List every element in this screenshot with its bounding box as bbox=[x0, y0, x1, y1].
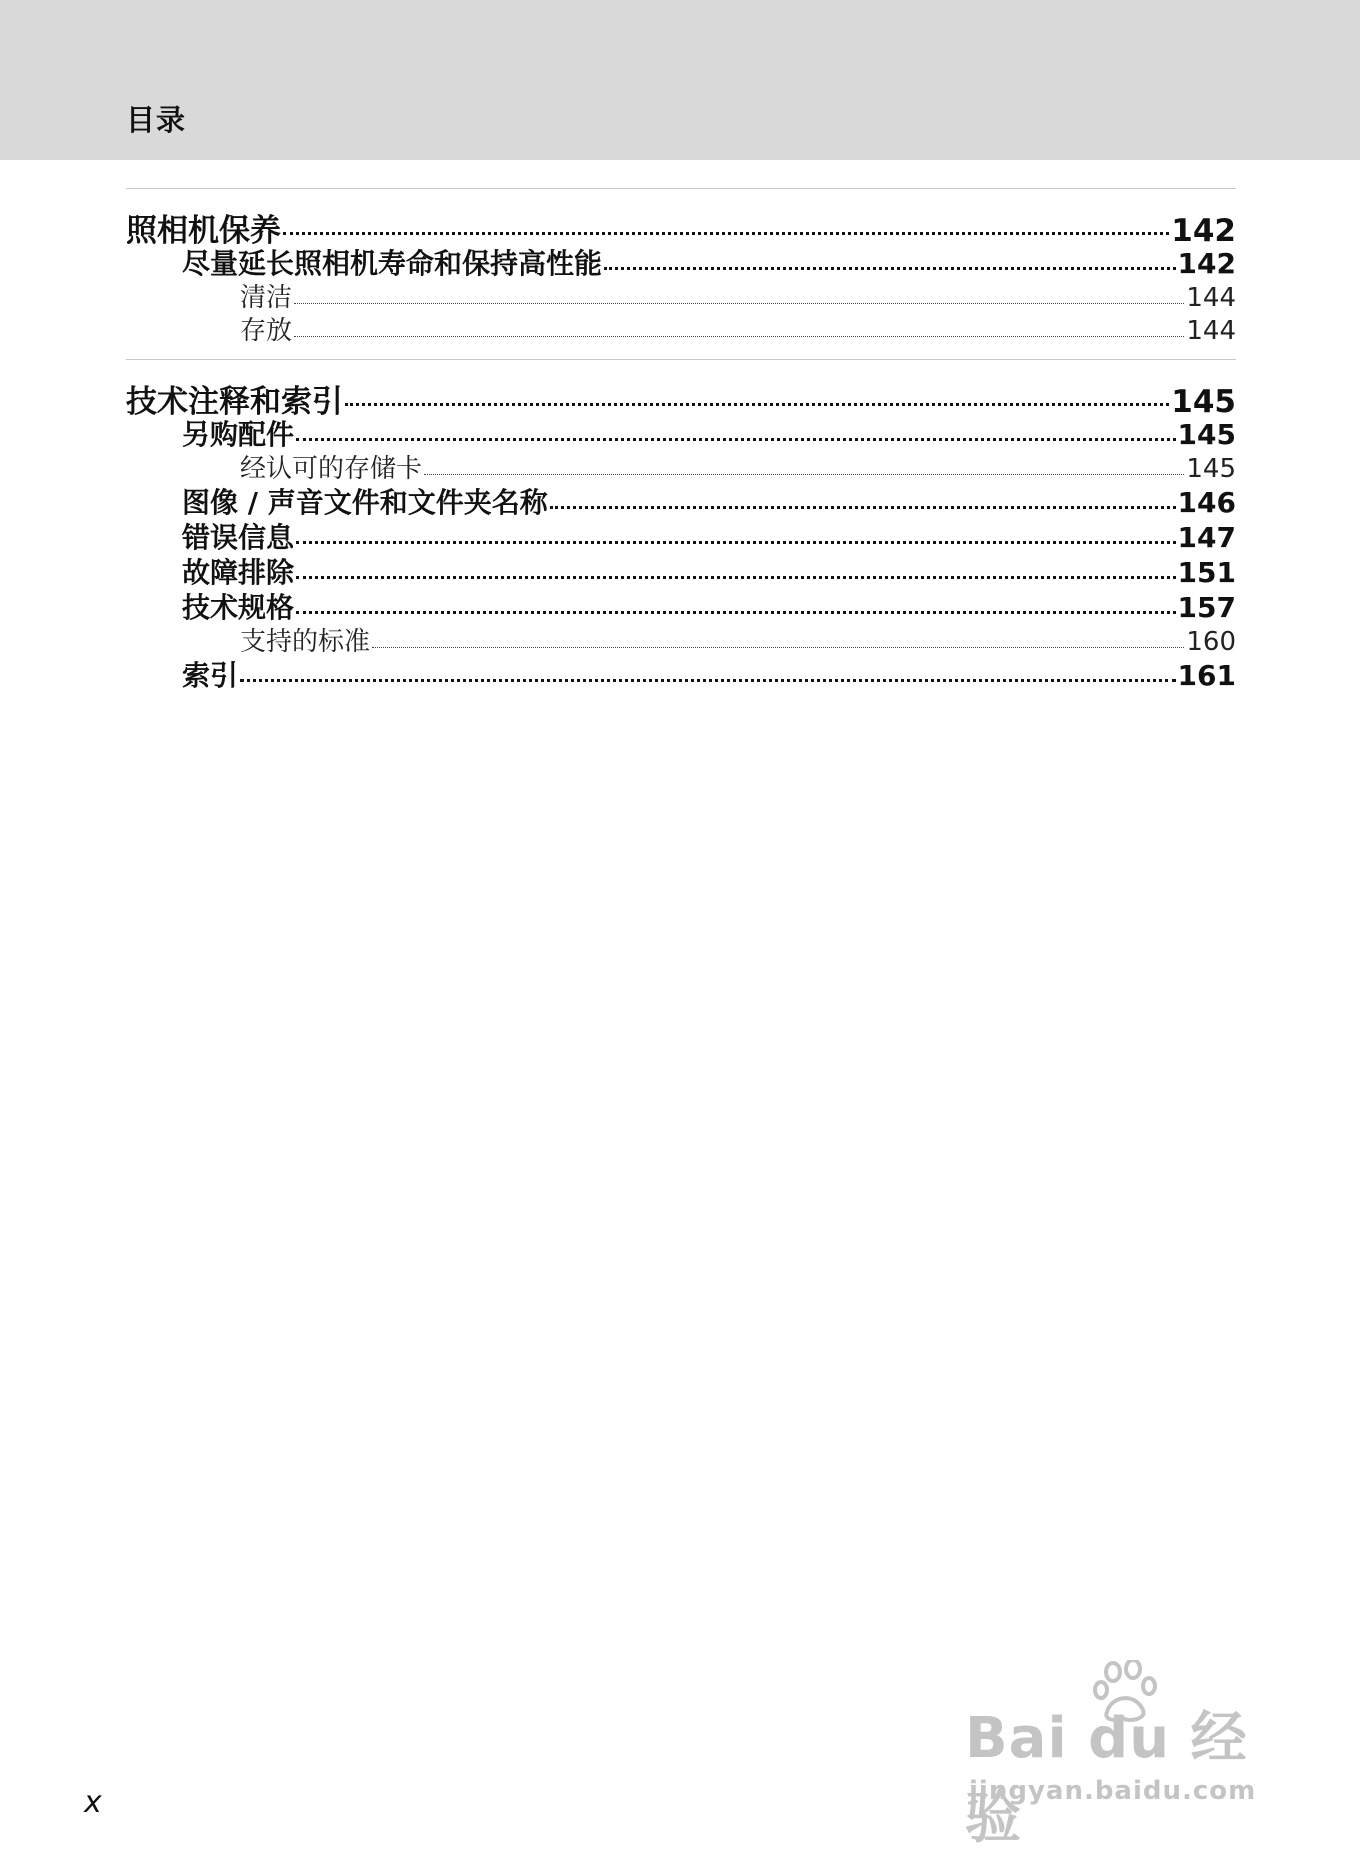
dot-leader bbox=[424, 474, 1184, 475]
toc-entry[interactable] bbox=[126, 586, 1236, 624]
toc-entry-label: 清洁 bbox=[240, 283, 293, 313]
toc-entry-page: 160 bbox=[1186, 627, 1236, 657]
table-of-contents bbox=[126, 188, 1236, 705]
toc-entry-label: 图像 / 声音文件和文件夹名称 bbox=[182, 486, 548, 519]
dot-leader bbox=[294, 336, 1184, 337]
toc-entry-page: 142 bbox=[1171, 213, 1236, 249]
toc-entry-page: 145 bbox=[1177, 418, 1236, 451]
toc-entry[interactable] bbox=[126, 481, 1236, 519]
toc-entry-page: 147 bbox=[1177, 521, 1236, 554]
toc-entry-label: 经认可的存储卡 bbox=[240, 454, 423, 484]
page-title: 目录 bbox=[126, 103, 187, 137]
dot-leader bbox=[372, 647, 1184, 648]
dot-leader bbox=[296, 576, 1176, 579]
toc-entry[interactable] bbox=[126, 376, 1236, 420]
header-band bbox=[0, 0, 1360, 160]
dot-leader bbox=[550, 506, 1176, 509]
dot-leader bbox=[296, 611, 1176, 614]
toc-section bbox=[126, 188, 1236, 359]
toc-entry[interactable] bbox=[126, 551, 1236, 589]
toc-entry-page: 151 bbox=[1177, 556, 1236, 589]
toc-entry-label: 索引 bbox=[182, 659, 239, 692]
toc-entry[interactable] bbox=[126, 448, 1236, 484]
toc-section bbox=[126, 359, 1236, 705]
toc-entry-label: 另购配件 bbox=[182, 418, 295, 451]
toc-entry-label: 错误信息 bbox=[182, 521, 295, 554]
toc-entry[interactable] bbox=[126, 516, 1236, 554]
dot-leader bbox=[296, 541, 1176, 544]
toc-entry-label: 技术注释和索引 bbox=[126, 384, 343, 420]
toc-entry[interactable] bbox=[126, 621, 1236, 657]
toc-entry-label: 故障排除 bbox=[182, 556, 295, 589]
toc-entry-page: 142 bbox=[1177, 247, 1236, 280]
toc-entry-page: 161 bbox=[1177, 659, 1236, 692]
toc-entry-page: 157 bbox=[1177, 591, 1236, 624]
toc-entry-label: 尽量延长照相机寿命和保持高性能 bbox=[182, 247, 603, 280]
toc-entry-page: 144 bbox=[1186, 283, 1236, 313]
toc-entry-label: 技术规格 bbox=[182, 591, 295, 624]
toc-entry-label: 照相机保养 bbox=[126, 213, 281, 249]
toc-entry-page: 145 bbox=[1186, 454, 1236, 484]
dot-leader bbox=[604, 267, 1176, 270]
toc-entry-label: 存放 bbox=[240, 316, 293, 346]
toc-entry-page: 146 bbox=[1177, 486, 1236, 519]
toc-entry-page: 144 bbox=[1186, 316, 1236, 346]
toc-entry[interactable] bbox=[126, 413, 1236, 451]
dot-leader bbox=[294, 303, 1184, 304]
dot-leader bbox=[283, 232, 1169, 235]
watermark-url: jingyan.baidu.com bbox=[969, 1776, 1257, 1806]
watermark-logo-text: Bai du 经验 bbox=[965, 1706, 1248, 1851]
dot-leader bbox=[296, 438, 1176, 441]
dot-leader bbox=[345, 403, 1169, 406]
toc-entry[interactable] bbox=[126, 242, 1236, 280]
dot-leader bbox=[240, 679, 1176, 682]
toc-entry[interactable] bbox=[126, 310, 1236, 346]
toc-entry[interactable] bbox=[126, 205, 1236, 249]
toc-entry-label: 支持的标准 bbox=[240, 627, 371, 657]
watermark bbox=[965, 1660, 1285, 1851]
toc-entry-page: 145 bbox=[1171, 384, 1236, 420]
page-number: x bbox=[84, 1785, 102, 1820]
toc-entry[interactable] bbox=[126, 654, 1236, 692]
